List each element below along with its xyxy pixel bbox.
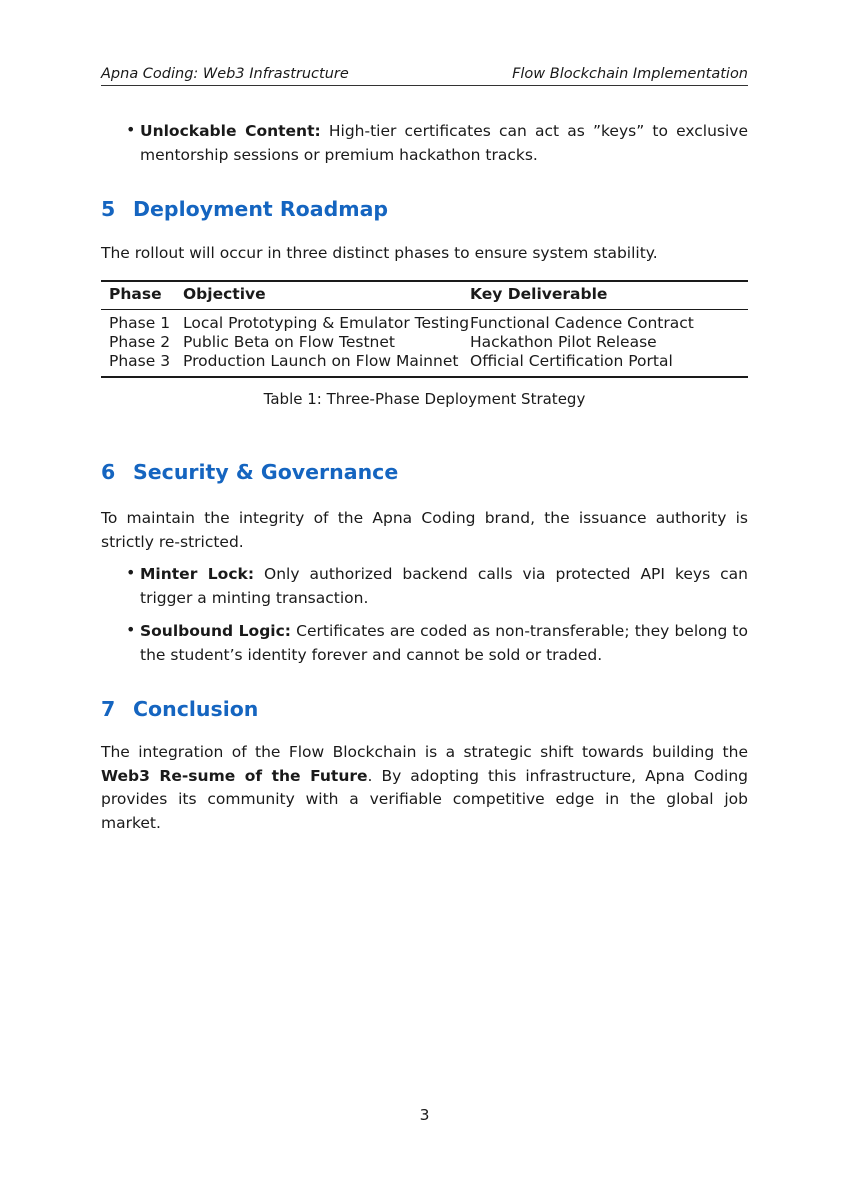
bullet-marker: •: [126, 120, 136, 139]
table-cell: Phase 2: [109, 333, 171, 351]
running-header-left: Apna Coding: Web3 Infrastructure: [101, 66, 349, 82]
conclusion-paragraph: [101, 741, 748, 835]
section-title: Deployment Roadmap: [133, 197, 389, 221]
bullet-body: [140, 120, 748, 167]
conclusion-text-start: The integration of the Flow Blockchain is a strategic shift towards building the: [101, 743, 748, 761]
table-cell: Official Certification Portal: [470, 352, 673, 370]
section6-paragraph: To maintain the integrity of the Apna Coding brand, the issuance authority is strictly re-stricted.: [101, 509, 748, 551]
table-cell: Phase 1: [109, 314, 171, 332]
table-header-objective: Objective: [183, 285, 266, 303]
table-cell: Phase 3: [109, 352, 171, 370]
table-cell: Hackathon Pilot Release: [470, 333, 657, 351]
header-rule: [101, 85, 748, 86]
section-heading-7: [101, 697, 258, 721]
conclusion-text-end: . By adopting this infrastructure, Apna Coding provides its community with a verifiable competitive edge in the global job market.: [101, 766, 748, 832]
section-number: 6: [101, 460, 116, 484]
section-title: Conclusion: [133, 697, 259, 721]
table-header-phase: Phase: [109, 285, 162, 303]
table-bottom-rule: [101, 376, 748, 378]
table-header-deliverable: Key Deliverable: [470, 285, 608, 303]
table-cell: Local Prototyping & Emulator Testing: [183, 314, 470, 332]
bullet-text: High-tier certificates can act as ”keys” to exclusive mentorship sessions or premium hackathon tracks.: [140, 122, 748, 164]
bullet-term: Soulbound Logic:: [140, 622, 292, 640]
section5-paragraph: The rollout will occur in three distinct phases to ensure system stability.: [101, 244, 658, 262]
bullet-term: Unlockable Content:: [140, 122, 321, 140]
bullet-text: Certificates are coded as non-transferable; they belong to the student’s identity forever and cannot be sold or traded.: [140, 622, 748, 664]
bullet-term: Minter Lock:: [140, 565, 255, 583]
table-cell: Functional Cadence Contract: [470, 314, 694, 332]
section-title: Security & Governance: [133, 460, 399, 484]
bullet-marker: •: [126, 563, 136, 582]
table-cell: Public Beta on Flow Testnet: [183, 333, 395, 351]
table-mid-rule: [101, 309, 748, 310]
section-heading-6: [101, 460, 398, 484]
conclusion-emphasis: Web3 Re-sume of the Future: [101, 766, 368, 785]
bullet-text: Only authorized backend calls via protected API keys can trigger a minting transaction.: [140, 565, 748, 607]
table-top-rule: [101, 280, 748, 282]
section-number: 5: [101, 197, 116, 221]
running-header-right: Flow Blockchain Implementation: [512, 66, 748, 82]
section-heading-5: [101, 197, 388, 221]
table-caption: Table 1: Three-Phase Deployment Strategy: [263, 390, 586, 408]
section-number: 7: [101, 697, 116, 721]
bullet-marker: •: [126, 620, 136, 639]
bullet-body: [140, 620, 748, 667]
page-number: 3: [419, 1106, 430, 1124]
table-cell: Production Launch on Flow Mainnet: [183, 352, 459, 370]
bullet-body: [140, 563, 748, 610]
